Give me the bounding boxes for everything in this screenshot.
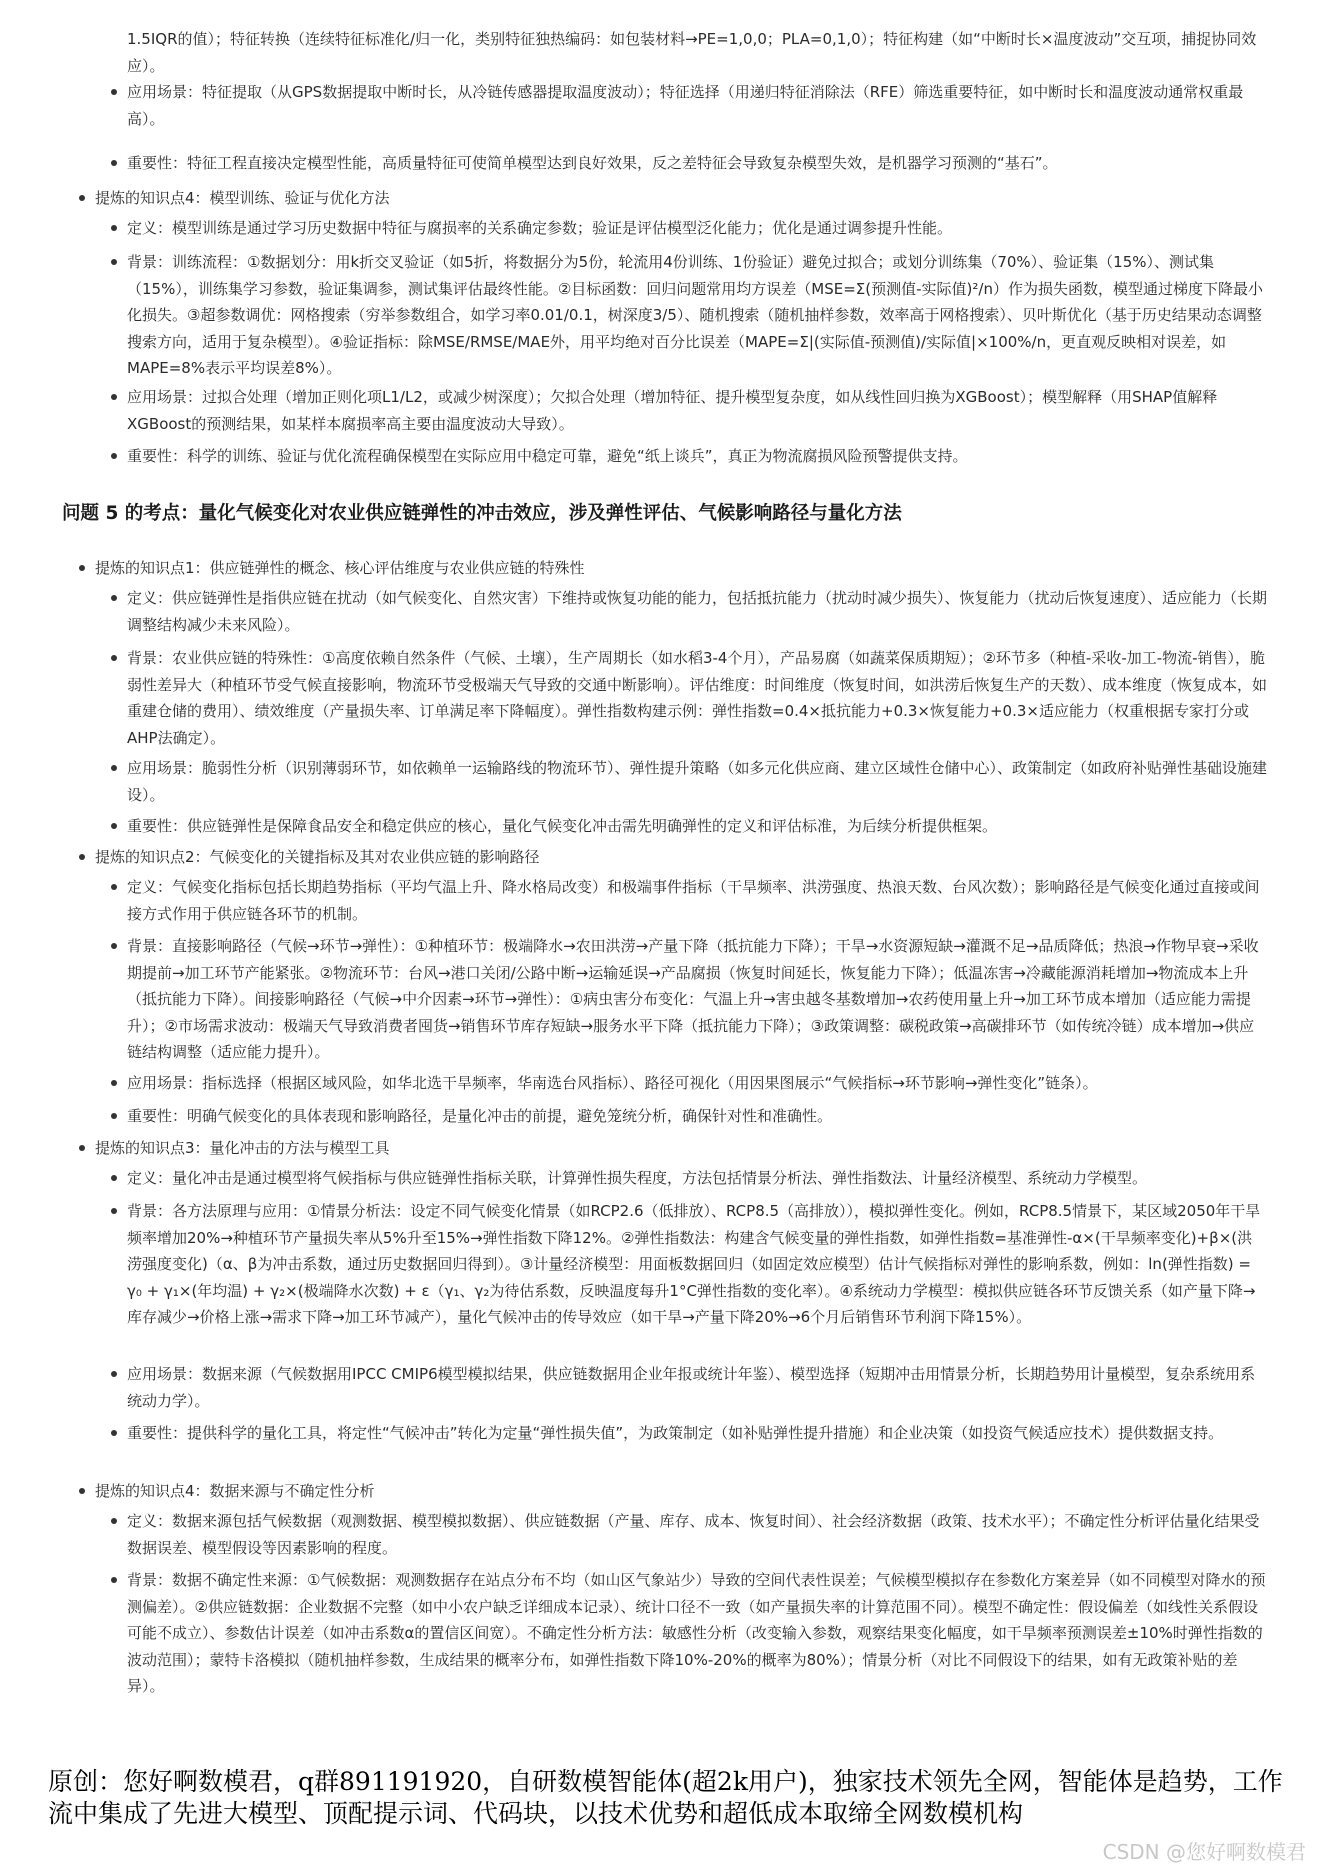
kp4-applications: 应用场景：过拟合处理（增加正则化项L1/L2，或减少树深度）；欠拟合处理（增加特征、提升模型复杂度，如从线性回归换为XGBoost）；模型解释（用SHAP值解释XGBoost的预测结果，如某样本腐损率高主要由温度波动大导致）。: [127, 384, 1267, 437]
q5-kp3-background: 背景：各方法原理与应用：①情景分析法：设定不同气候变化情景（如RCP2.6（低排放）、RCP8.5（高排放）），模拟弹性变化。例如，RCP8.5情景下，某区域2050年干旱频率增加20%→种植环节产量损失率从5%升至15%→弹性指数下降12%。②弹性指数法：构建含气候变量的弹性指数，如弹性指数=基准弹性-α×(干旱频率变化)+β×(洪涝强度变化)（α、β为冲击系数，通过历史数据回归得到）。③计量经济模型：用面板数据回归（如固定效应模型）估计气候指标对弹性的影响系数，例如：ln(弹性指数) = γ₀ + γ₁×(年均温) + γ₂×(极端降水次数) + ε（γ₁、γ₂为待估系数，反映温度每升1°C弹性指数的变化率）。④系统动力学模型：模拟供应链各环节反馈关系（如产量下降→库存减少→价格上涨→需求下降→加工环节减产），量化气候冲击的传导效应（如干旱→产量下降20%→6个月后销售环节利润下降15%）。: [127, 1198, 1267, 1331]
q5-knowledge-point-4-title: 提炼的知识点4：数据来源与不确定性分析: [95, 1478, 1275, 1505]
kp4-importance: 重要性：科学的训练、验证与优化流程确保模型在实际应用中稳定可靠，避免“纸上谈兵”，真正为物流腐损风险预警提供支持。: [127, 443, 1267, 470]
q5-kp1-definition: 定义：供应链弹性是指供应链在扰动（如气候变化、自然灾害）下维持或恢复功能的能力，包括抵抗能力（扰动时减少损失）、恢复能力（扰动后恢复速度）、适应能力（长期调整结构减少未来风险）。: [127, 585, 1267, 638]
q5-kp1-importance: 重要性：供应链弹性是保障食品安全和稳定供应的核心，量化气候变化冲击需先明确弹性的定义和评估标准，为后续分析提供框架。: [127, 813, 1267, 840]
author-footer: 原创：您好啊数模君，q群891191920，自研数模智能体(超2k用户)，独家技术领先全网，智能体是趋势，工作流中集成了先进大模型、顶配提示词、代码块，以技术优势和超低成本取缔全网数模机构: [48, 1767, 1283, 1828]
q5-kp2-background: 背景：直接影响路径（气候→环节→弹性）：①种植环节：极端降水→农田洪涝→产量下降（抵抗能力下降）；干旱→水资源短缺→灌溉不足→品质降低；热浪→作物早衰→采收期提前→加工环节产能紧张。②物流环节：台风→港口关闭/公路中断→运输延误→产品腐损（恢复时间延长，恢复能力下降）；低温冻害→冷藏能源消耗增加→物流成本上升（抵抗能力下降）。间接影响路径（气候→中介因素→环节→弹性）：①病虫害分布变化：气温上升→害虫越冬基数增加→农药使用量上升→加工环节成本增加（适应能力需提升）；②市场需求波动：极端天气导致消费者囤货→销售环节库存短缺→服务水平下降（抵抗能力下降）；③政策调整：碳税政策→高碳排环节（如传统冷链）成本增加→供应链结构调整（适应能力提升）。: [127, 933, 1267, 1066]
q5-kp4-definition: 定义：数据来源包括气候数据（观测数据、模型模拟数据）、供应链数据（产量、库存、成本、恢复时间）、社会经济数据（政策、技术水平）；不确定性分析评估量化结果受数据误差、模型假设等因素影响的程度。: [127, 1508, 1267, 1561]
q5-kp2-definition: 定义：气候变化指标包括长期趋势指标（平均气温上升、降水格局改变）和极端事件指标（干旱频率、洪涝强度、热浪天数、台风次数）；影响路径是气候变化通过直接或间接方式作用于供应链各环节的机制。: [127, 874, 1267, 927]
q5-kp2-applications: 应用场景：指标选择（根据区域风险，如华北选干旱频率，华南选台风指标）、路径可视化（用因果图展示“气候指标→环节影响→弹性变化”链条）。: [127, 1070, 1267, 1097]
q5-kp1-background: 背景：农业供应链的特殊性：①高度依赖自然条件（气候、土壤），生产周期长（如水稻3-4个月），产品易腐（如蔬菜保质期短）；②环节多（种植-采收-加工-物流-销售），脆弱性差异大（种植环节受气候直接影响，物流环节受极端天气导致的交通中断影响）。评估维度：时间维度（恢复时间，如洪涝后恢复生产的天数）、成本维度（恢复成本，如重建仓储的费用）、绩效维度（产量损失率、订单满足率下降幅度）。弹性指数构建示例：弹性指数=0.4×抵抗能力+0.3×恢复能力+0.3×适应能力（权重根据专家打分或AHP法确定）。: [127, 645, 1267, 751]
q5-kp1-applications: 应用场景：脆弱性分析（识别薄弱环节，如依赖单一运输路线的物流环节）、弹性提升策略（如多元化供应商、建立区域性仓储中心）、政策制定（如政府补贴弹性基础设施建设）。: [127, 755, 1267, 808]
q5-kp3-applications: 应用场景：数据来源（气候数据用IPCC CMIP6模型模拟结果，供应链数据用企业年报或统计年鉴）、模型选择（短期冲击用情景分析，长期趋势用计量模型，复杂系统用系统动力学）。: [127, 1361, 1267, 1414]
csdn-watermark: CSDN @您好啊数模君: [1102, 1840, 1306, 1864]
question-5-heading: 问题 5 的考点：量化气候变化对农业供应链弹性的冲击效应，涉及弹性评估、气候影响路径与量化方法: [62, 503, 902, 524]
q5-kp4-background: 背景：数据不确定性来源：①气候数据：观测数据存在站点分布不均（如山区气象站少）导致的空间代表性误差；气候模型模拟存在参数化方案差异（如不同模型对降水的预测偏差）。②供应链数据：企业数据不完整（如中小农户缺乏详细成本记录）、统计口径不一致（如产量损失率的计算范围不同）。模型不确定性：假设偏差（如线性关系假设可能不成立）、参数估计误差（如冲击系数α的置信区间宽）。不确定性分析方法：敏感性分析（改变输入参数，观察结果变化幅度，如干旱频率预测误差±10%时弹性指数的波动范围）；蒙特卡洛模拟（随机抽样参数，生成结果的概率分布，如弹性指数下降10%-20%的概率为80%）；情景分析（对比不同假设下的结果，如有无政策补贴的差异）。: [127, 1567, 1267, 1700]
q5-kp2-importance: 重要性：明确气候变化的具体表现和影响路径，是量化冲击的前提，避免笼统分析，确保针对性和准确性。: [127, 1103, 1267, 1130]
kp4-background: 背景：训练流程：①数据划分：用k折交叉验证（如5折，将数据分为5份，轮流用4份训练、1份验证）避免过拟合；或划分训练集（70%）、验证集（15%）、测试集（15%），训练集学习参数，验证集调参，测试集评估最终性能。②目标函数：回归问题常用均方误差（MSE=Σ(预测值-实际值)²/n）作为损失函数，模型通过梯度下降最小化损失。③超参数调优：网格搜索（穷举参数组合，如学习率0.01/0.1，树深度3/5）、随机搜索（随机抽样参数，效率高于网格搜索）、贝叶斯优化（基于历史结果动态调整搜索方向，适用于复杂模型）。④验证指标：除MSE/RMSE/MAE外，用平均绝对百分比误差（MAPE=Σ|(实际值-预测值)/实际值|×100%/n，更直观反映相对误差，如MAPE=8%表示平均误差8%）。: [127, 249, 1267, 382]
kp4-definition: 定义：模型训练是通过学习历史数据中特征与腐损率的关系确定参数；验证是评估模型泛化能力；优化是通过调参提升性能。: [127, 215, 1267, 242]
q5-kp3-importance: 重要性：提供科学的量化工具，将定性“气候冲击”转化为定量“弹性损失值”，为政策制定（如补贴弹性提升措施）和企业决策（如投资气候适应技术）提供数据支持。: [127, 1420, 1267, 1447]
q5-knowledge-point-2-title: 提炼的知识点2：气候变化的关键指标及其对农业供应链的影响路径: [95, 844, 1275, 871]
q5-knowledge-point-1-title: 提炼的知识点1：供应链弹性的概念、核心评估维度与农业供应链的特殊性: [95, 555, 1275, 582]
q4-applications: 应用场景：特征提取（从GPS数据提取中断时长，从冷链传感器提取温度波动）；特征选择（用递归特征消除法（RFE）筛选重要特征，如中断时长和温度波动通常权重最高）。: [127, 79, 1267, 132]
knowledge-point-4-title: 提炼的知识点4：模型训练、验证与优化方法: [95, 185, 1275, 212]
q5-kp3-definition: 定义：量化冲击是通过模型将气候指标与供应链弹性指标关联，计算弹性损失程度，方法包括情景分析法、弹性指数法、计量经济模型、系统动力学模型。: [127, 1165, 1267, 1192]
q5-knowledge-point-3-title: 提炼的知识点3：量化冲击的方法与模型工具: [95, 1135, 1275, 1162]
q4-importance: 重要性：特征工程直接决定模型性能，高质量特征可使简单模型达到良好效果，反之差特征会导致复杂模型失效，是机器学习预测的“基石”。: [127, 150, 1267, 177]
continued-paragraph: 1.5IQR的值）；特征转换（连续特征标准化/归一化，类别特征独热编码：如包装材料→PE=1,0,0；PLA=0,1,0）；特征构建（如“中断时长×温度波动”交互项，捕捉协同效应）。: [127, 30, 1257, 75]
